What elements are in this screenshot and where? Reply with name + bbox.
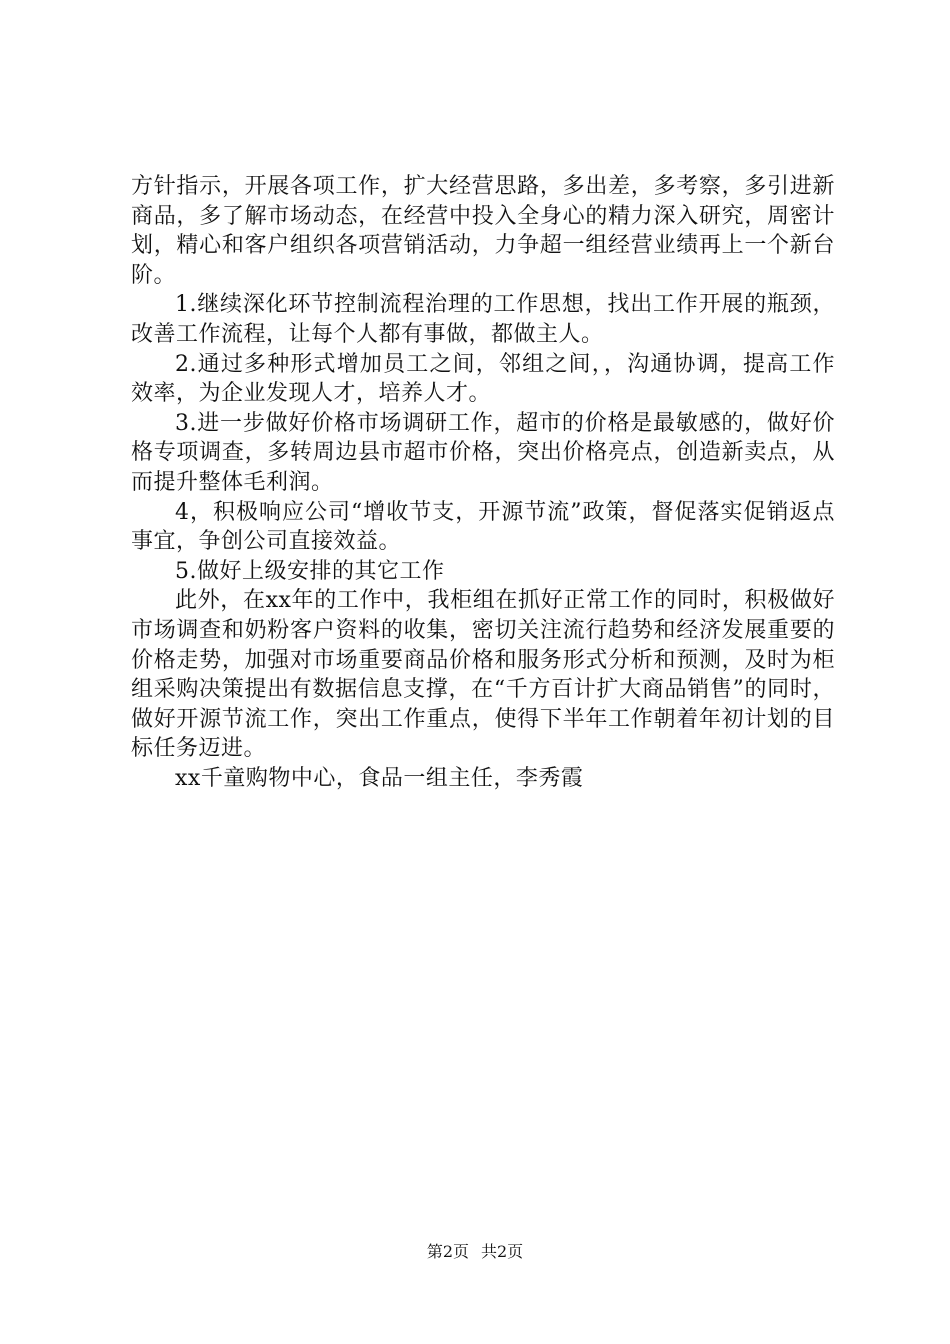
paragraph-item-4: 4，积极响应公司“增收节支，开源节流”政策，督促落实促销返点事宜，争创公司直接效益。 [131, 499, 835, 555]
page-footer [0, 1242, 950, 1262]
signature-line: xx千童购物中心，食品一组主任，李秀霞 [175, 765, 584, 791]
page-total: 共2页 [481, 1242, 524, 1261]
paragraph-item-3: 3.进一步做好价格市场调研工作，超市的价格是最敏感的，做好价格专项调查，多转周边县市超市价格，突出价格亮点，创造新卖点，从而提升整体毛利润。 [131, 410, 835, 495]
document-body [131, 172, 835, 793]
paragraph-item-1: 1.继续深化环节控制流程治理的工作思想，找出工作开展的瓶颈，改善工作流程，让每个人都有事做，都做主人。 [131, 292, 835, 347]
paragraph-continuation: 方针指示，开展各项工作，扩大经营思路，多出差，多考察，多引进新商品，多了解市场动态，在经营中投入全身心的精力深入研究，周密计划，精心和客户组织各项营销活动，力争超一组经营业绩再上一个新台阶。 [131, 174, 835, 288]
paragraph-item-5: 5.做好上级安排的其它工作 [175, 558, 445, 584]
paragraph-item-2: 2.通过多种形式增加员工之间，邻组之间，，沟通协调，提高工作效率，为企业发现人才，培养人才。 [131, 351, 835, 407]
page-number: 第2页 [426, 1242, 469, 1261]
paragraph-summary: 此外，在xx年的工作中，我柜组在抓好正常工作的同时，积极做好市场调查和奶粉客户资料的收集，密切关注流行趋势和经济发展重要的价格走势，加强对市场重要商品价格和服务形式分析和预测，及时为柜组采购决策提出有数据信息支撑，在“千方百计扩大商品销售”的同时，做好开源节流工作，突出工作重点，使得下半年工作朝着年初计划的目标任务迈进。 [131, 588, 835, 762]
